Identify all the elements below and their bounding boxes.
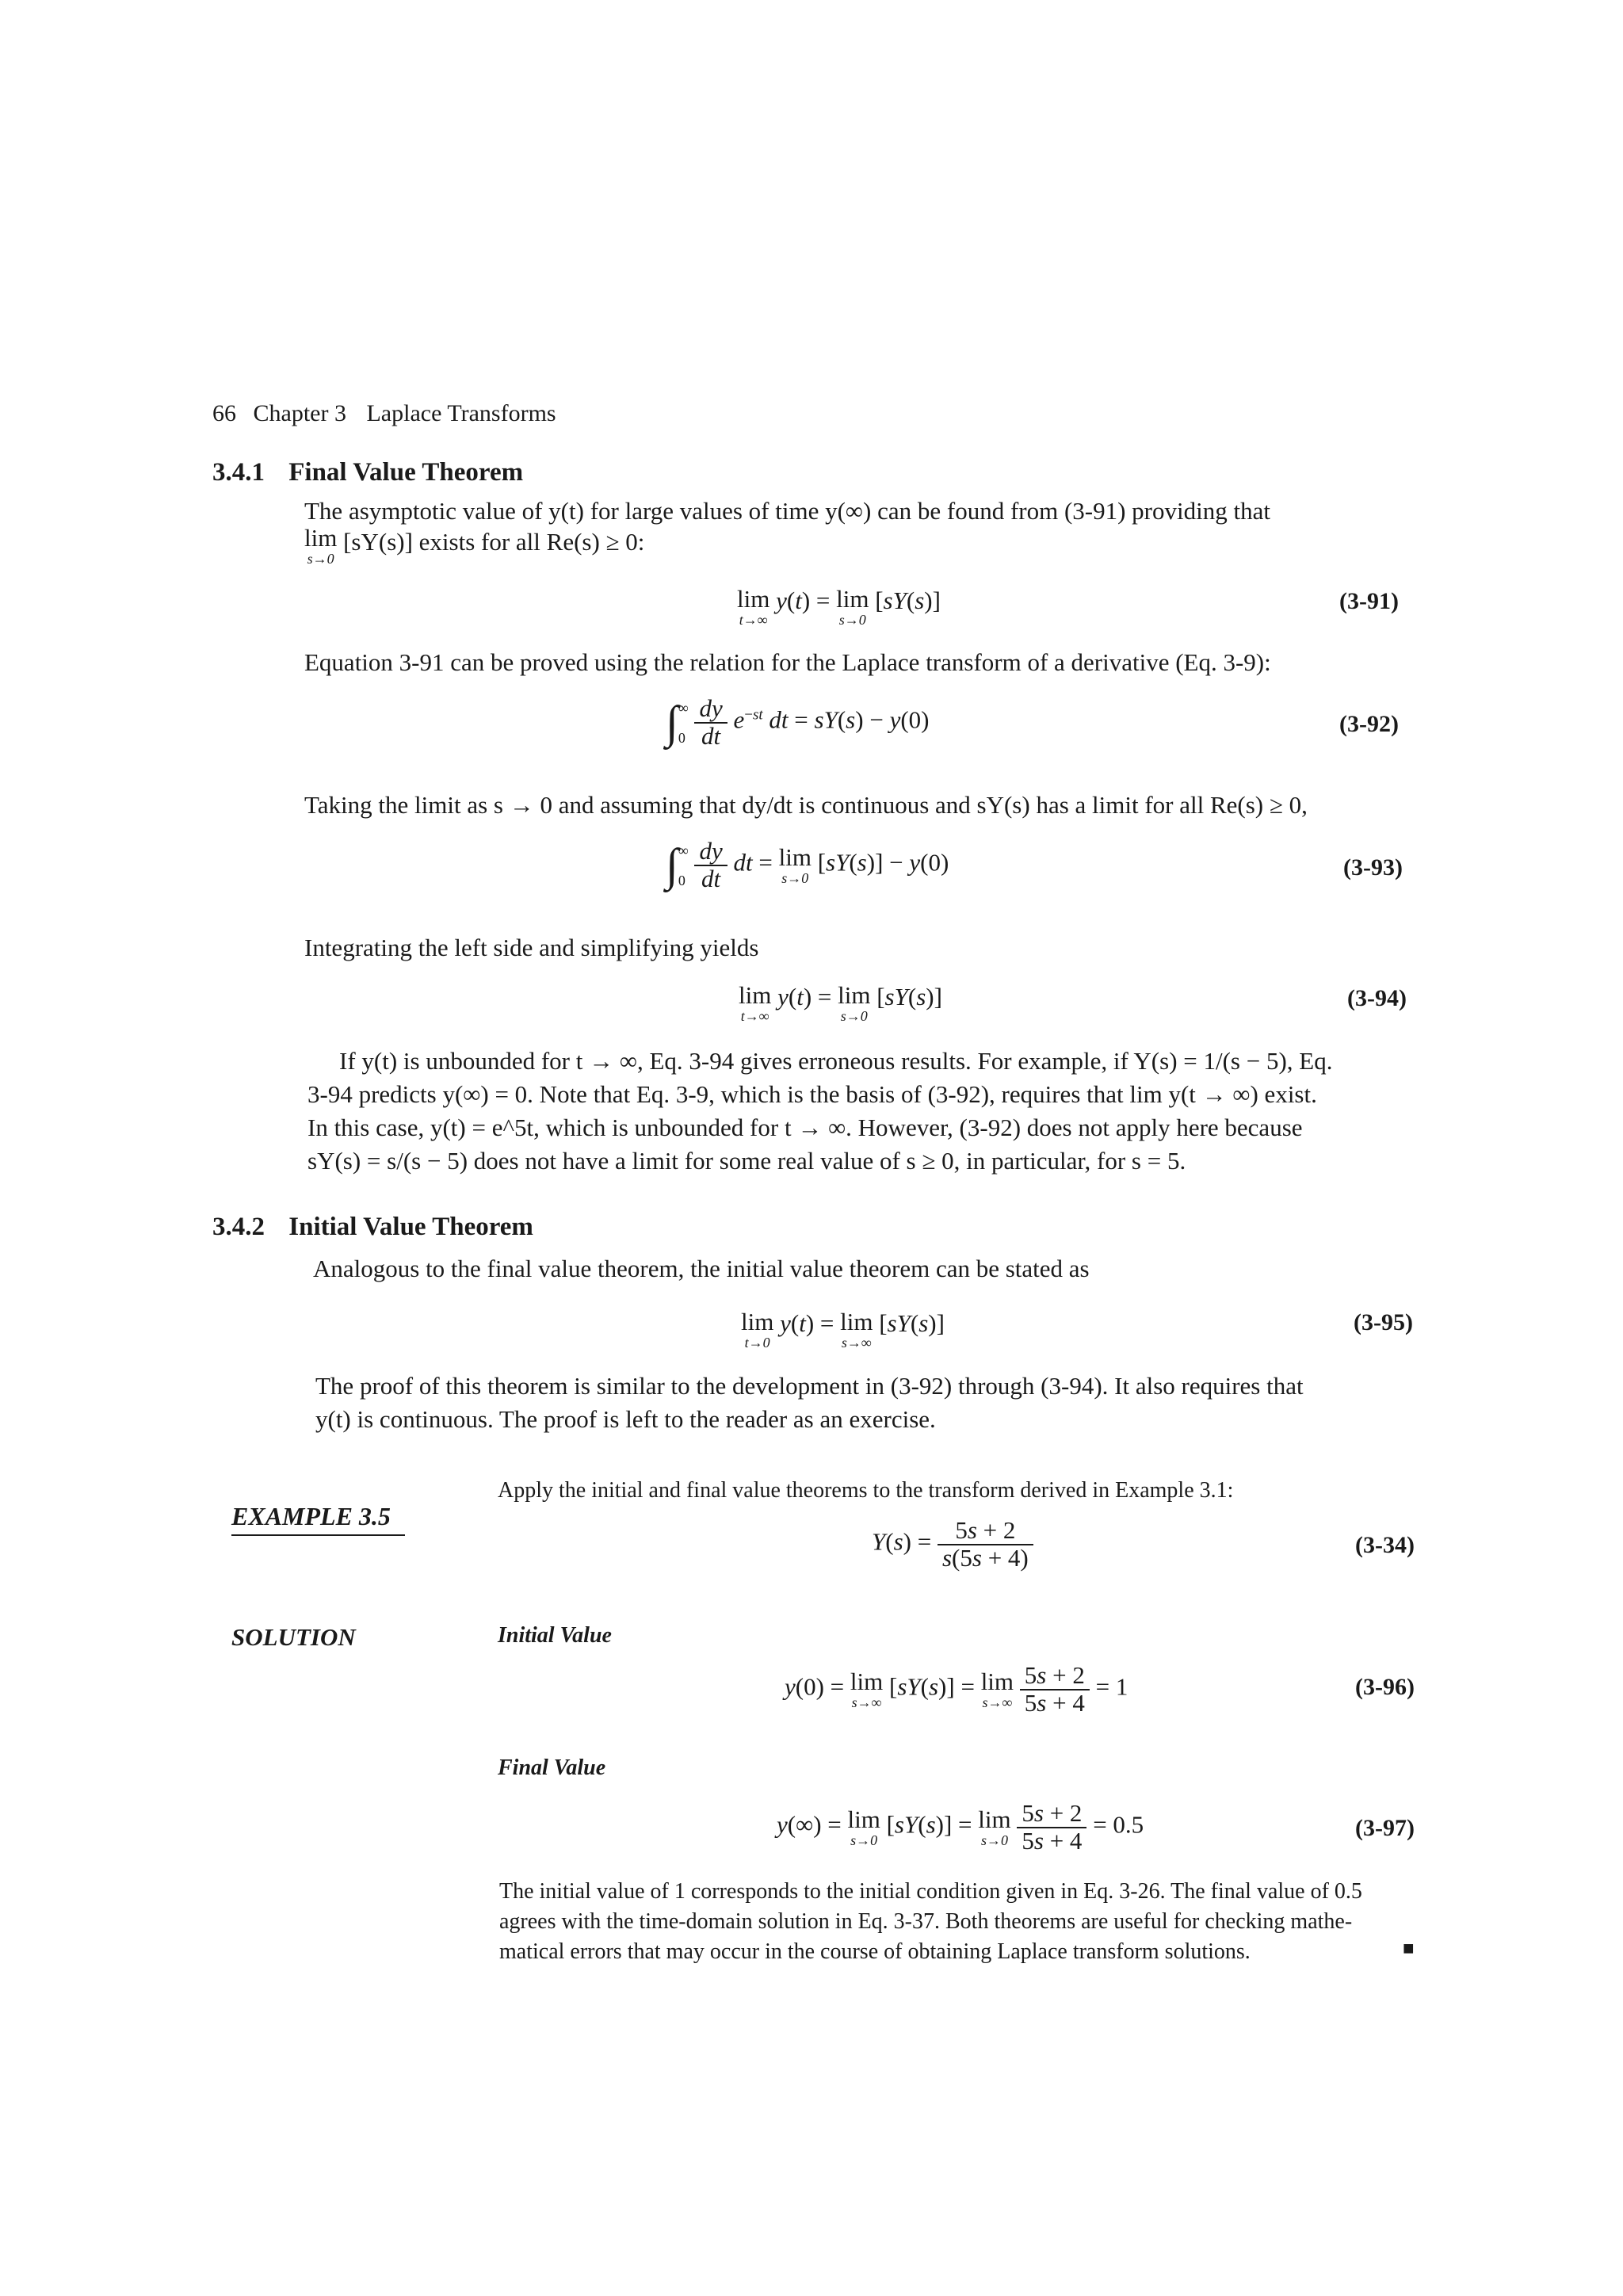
example-statement: Apply the initial and final value theorems to the transform derived in Example 3.1:	[498, 1478, 1234, 1503]
remark-line: sY(s) = s/(s − 5) does not have a limit for some real value of s ≥ 0, in particular, for s = 5.	[307, 1147, 1186, 1175]
intro-line-1: The asymptotic value of y(t) for large values of time y(∞) can be found from (3-91) providing that	[304, 497, 1270, 525]
section-title: Initial Value Theorem	[288, 1213, 533, 1241]
equation-3-93: ∫ ∞ 0 $\frac{dy}{dt}$ dt = lim s→0 [sY(s)] − y(0)	[666, 837, 949, 892]
example-conclusion	[499, 1877, 1514, 1967]
intro-line-2	[304, 525, 644, 566]
remark-paragraph	[307, 1045, 1496, 1178]
remark-line: In this case, y(t) = e^5t, which is unbounded for t → ∞. However, (3-92) does not apply here because	[307, 1114, 1303, 1141]
paragraph: Analogous to the final value theorem, the initial value theorem can be stated as	[313, 1255, 1090, 1282]
section-heading-341	[212, 458, 523, 487]
section-title: Final Value Theorem	[288, 458, 524, 487]
example-title: EXAMPLE 3.5	[231, 1502, 405, 1536]
section-heading-342	[212, 1213, 533, 1242]
equation-3-97: y(∞) = lim s→0 [sY(s)] = lim s→0 $\frac{5s + 2}{5s + 4}$ = 0.5	[777, 1799, 1144, 1855]
remark-line: If y(t) is unbounded for t → ∞, Eq. 3-94 gives erroneous results. For example, if Y(s) = 1/(s − 5), Eq.	[339, 1047, 1333, 1075]
proof-paragraph	[315, 1370, 1504, 1436]
equation-3-91: lim t→∞ y(t) = lim s→0 [sY(s)]	[737, 585, 941, 628]
equation-3-95: lim t→0 y(t) = lim s→∞ [sY(s)]	[741, 1308, 945, 1350]
equation-number: (3-97)	[1355, 1815, 1415, 1841]
end-of-example-mark: ■	[1403, 1939, 1415, 1959]
chapter-label: Chapter 3	[253, 400, 346, 426]
equation-3-96: y(0) = lim s→∞ [sY(s)] = lim s→∞ $\frac{5s + 2}{5s + 4}$ = 1	[785, 1661, 1128, 1717]
equation-number: (3-92)	[1339, 711, 1399, 737]
equation-number: (3-96)	[1355, 1674, 1415, 1700]
equation-number: (3-94)	[1347, 985, 1407, 1011]
equation-3-34: Y(s) = $\frac{5s + 2}{s(5s + 4)}$	[872, 1518, 1033, 1571]
paragraph: Taking the limit as s → 0 and assuming that dy/dt is continuous and sY(s) has a limit for all Re(s) ≥ 0,	[304, 791, 1308, 819]
paragraph: Equation 3-91 can be proved using the relation for the Laplace transform of a derivative (Eq. 3-9):	[304, 648, 1271, 676]
lim-subscript: s→0	[307, 551, 334, 567]
intro-line-2-text: [sY(s)] exists for all Re(s) ≥ 0:	[343, 528, 645, 556]
equation-number: (3-95)	[1354, 1309, 1413, 1335]
lim-word: lim	[304, 524, 338, 552]
section-number: 3.4.1	[212, 458, 265, 487]
conclusion-line: The initial value of 1 corresponds to the initial condition given in Eq. 3-26. The final value of 0.5	[499, 1879, 1362, 1904]
remark-line: 3-94 predicts y(∞) = 0. Note that Eq. 3-9, which is the basis of (3-92), requires that lim y(t → ∞) exist.	[307, 1080, 1317, 1108]
equation-number: (3-34)	[1355, 1532, 1415, 1558]
equation-number: (3-91)	[1339, 588, 1399, 614]
equation-3-92: ∫ ∞ 0 $\frac{dy}{dt}$ $e^{-st}$ dt = sY(s) − y(0)	[666, 694, 930, 750]
chapter-title: Laplace Transforms	[366, 400, 556, 426]
conclusion-line: matical errors that may occur in the course of obtaining Laplace transform solutions.	[499, 1939, 1251, 1964]
conclusion-line: agrees with the time-domain solution in Eq. 3-37. Both theorems are useful for checking mathe-	[499, 1909, 1353, 1934]
proof-line: y(t) is continuous. The proof is left to the reader as an exercise.	[315, 1405, 936, 1433]
initial-value-label: Initial Value	[498, 1623, 612, 1648]
section-number: 3.4.2	[212, 1213, 265, 1241]
paragraph: Integrating the left side and simplifying yields	[304, 934, 759, 961]
solution-label: SOLUTION	[231, 1623, 356, 1651]
page-header	[212, 400, 556, 427]
proof-line: The proof of this theorem is similar to the development in (3-92) through (3-94). It also requires that	[315, 1372, 1304, 1400]
equation-3-94: lim t→∞ y(t) = lim s→0 [sY(s)]	[739, 981, 942, 1024]
final-value-label: Final Value	[498, 1755, 606, 1780]
equation-number: (3-93)	[1343, 854, 1403, 881]
page-number: 66	[212, 400, 236, 426]
